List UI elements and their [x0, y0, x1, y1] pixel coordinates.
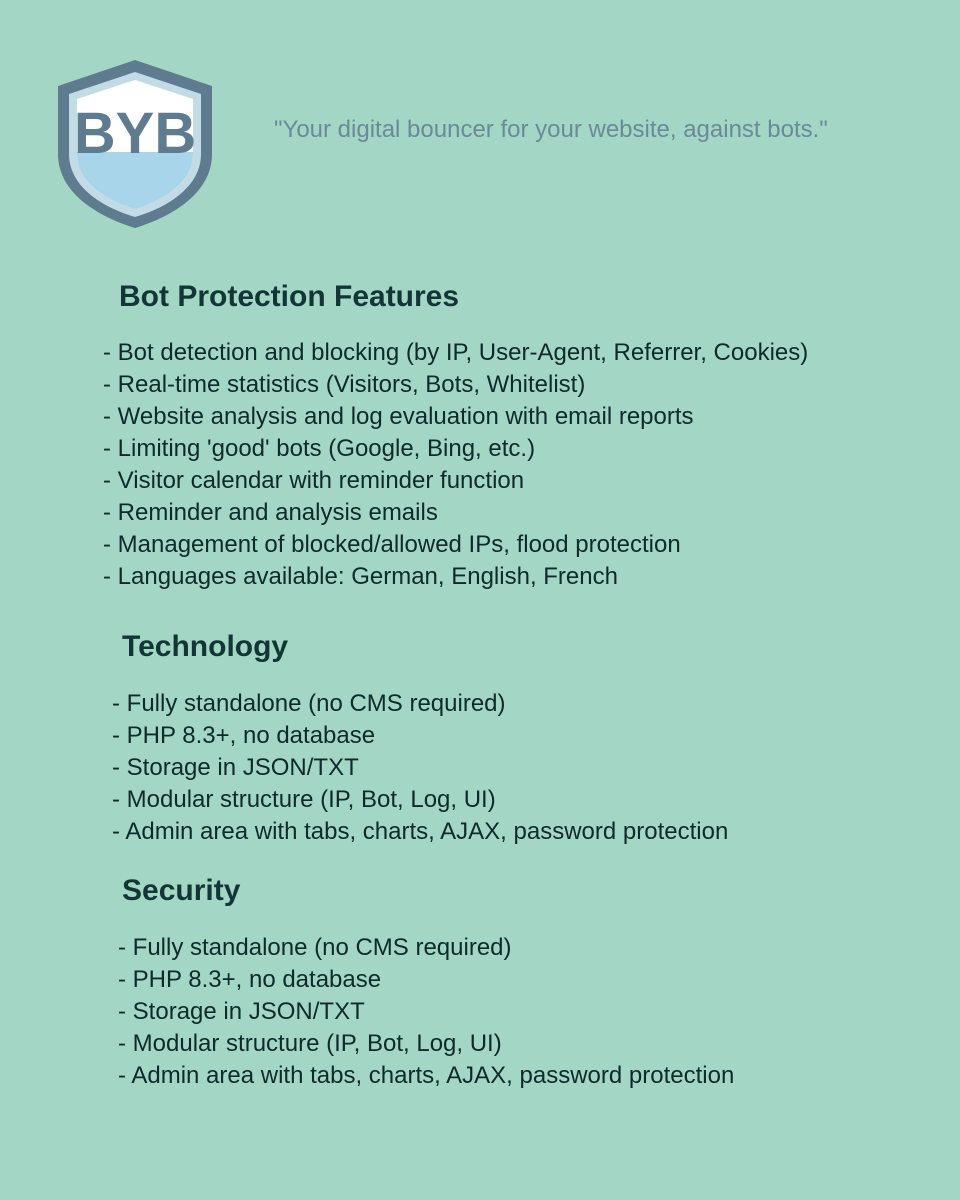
svg-text:BYB: BYB — [73, 101, 197, 166]
list-item: - Admin area with tabs, charts, AJAX, password protection — [118, 1060, 734, 1092]
shield-icon — [56, 58, 214, 230]
list-item: - Limiting 'good' bots (Google, Bing, etc.) — [103, 433, 808, 465]
list-item: - Storage in JSON/TXT — [118, 996, 734, 1028]
feature-list-bot-protection — [103, 337, 808, 593]
list-item: - PHP 8.3+, no database — [118, 964, 734, 996]
list-item: - Bot detection and blocking (by IP, User-Agent, Referrer, Cookies) — [103, 337, 808, 369]
list-item: - Real-time statistics (Visitors, Bots, Whitelist) — [103, 369, 808, 401]
section-title-bot-protection: Bot Protection Features — [119, 280, 460, 313]
list-item: - Management of blocked/allowed IPs, flood protection — [103, 529, 808, 561]
feature-list-security — [118, 932, 734, 1092]
section-title-security: Security — [122, 874, 241, 907]
list-item: - Storage in JSON/TXT — [112, 752, 728, 784]
list-item: - Modular structure (IP, Bot, Log, UI) — [118, 1028, 734, 1060]
list-item: - Fully standalone (no CMS required) — [118, 932, 734, 964]
list-item: - Languages available: German, English, French — [103, 561, 808, 593]
list-item: - Modular structure (IP, Bot, Log, UI) — [112, 784, 728, 816]
list-item: - Reminder and analysis emails — [103, 497, 808, 529]
list-item: - Visitor calendar with reminder function — [103, 465, 808, 497]
list-item: - Fully standalone (no CMS required) — [112, 688, 728, 720]
section-title-technology: Technology — [122, 630, 289, 663]
feature-list-technology — [112, 688, 728, 848]
tagline: "Your digital bouncer for your website, against bots." — [274, 116, 828, 143]
list-item: - Website analysis and log evaluation with email reports — [103, 401, 808, 433]
list-item: - Admin area with tabs, charts, AJAX, password protection — [112, 816, 728, 848]
list-item: - PHP 8.3+, no database — [112, 720, 728, 752]
